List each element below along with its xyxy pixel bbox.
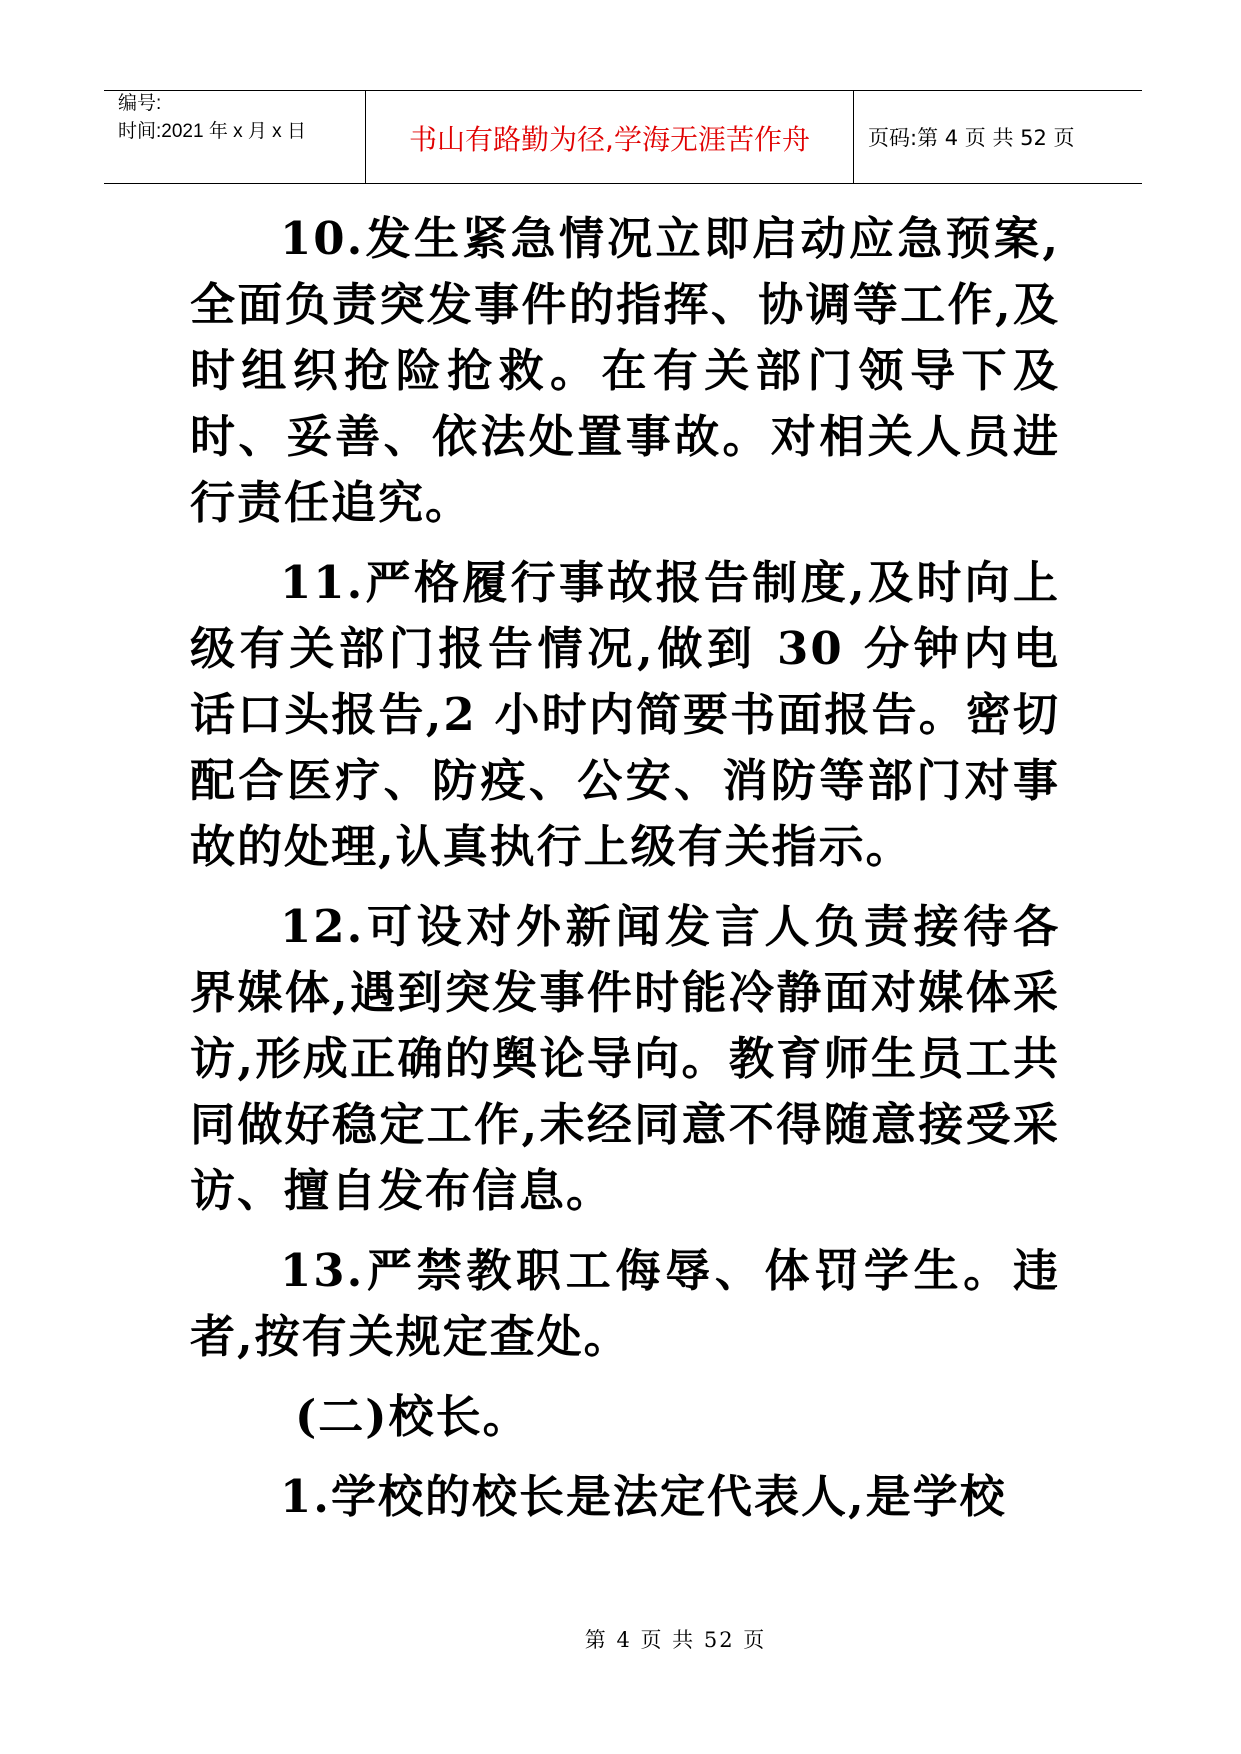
document-number-label: 编号: [118,93,162,114]
paragraph-principal-1: 1.学校的校长是法定代表人,是学校 [280,1470,1007,1523]
paragraph-11: 11.严格履行事故报告制度,及时向上级有关部门报告情况,做到 30 分钟内电话口头报告,2 小时内简要书面报告。密切配合医疗、防疫、公安、消防等部门对事故的处理,认真执行上级有关指示。 [190,556,1060,873]
header-motto-cell [366,91,854,183]
section-heading-principal: (二)校长。 [295,1390,530,1443]
header-motto: 书山有路勤为径,学海无涯苦作舟 [409,123,810,156]
header-meta-cell [104,91,366,183]
document-time-label: 时间:2021 年 x 月 x 日 [118,121,306,142]
paragraph-12: 12.可设对外新闻发言人负责接待各界媒体,遇到突发事件时能冷静面对媒体采访,形成正确的舆论导向。教育师生员工共同做好稳定工作,未经同意不得随意接受采访、擅自发布信息。 [190,900,1060,1217]
paragraph-10: 10.发生紧急情况立即启动应急预案,全面负责突发事件的指挥、协调等工作,及时组织抢险抢救。在有关部门领导下及时、妥善、依法处置事故。对相关人员进行责任追究。 [190,212,1060,529]
paragraph-13: 13.严禁教职工侮辱、体罚学生。违者,按有关规定查处。 [190,1244,1060,1363]
header-page-cell [854,91,1142,183]
page-footer: 第 4 页 共 52 页 [584,1628,767,1652]
header-page-info: 页码:第 4 页 共 52 页 [868,126,1075,150]
document-body [190,206,1060,1530]
page-header [104,90,1142,184]
